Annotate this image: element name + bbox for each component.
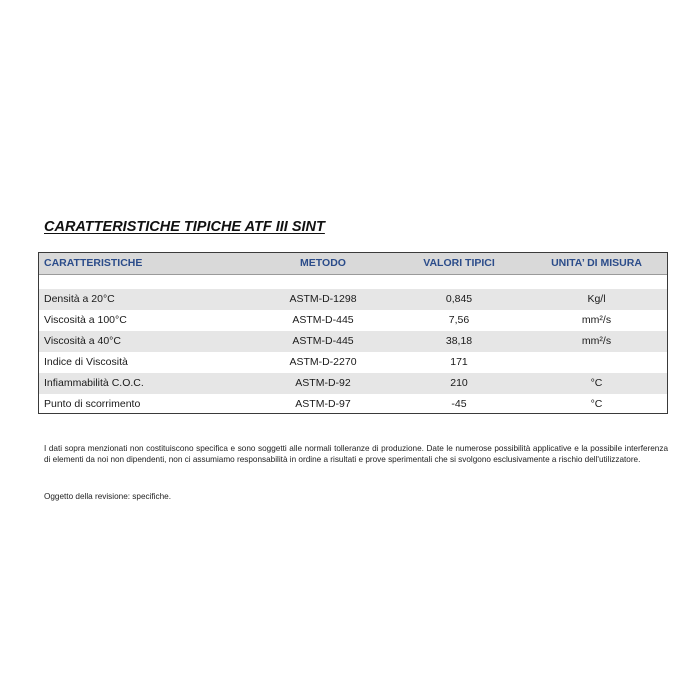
cell-characteristic: Viscosità a 100°C	[44, 314, 127, 326]
cell-characteristic: Indice di Viscosità	[44, 356, 128, 368]
cell-method: ASTM-D-445	[292, 314, 354, 326]
document-title: CARATTERISTICHE TIPICHE ATF III SINT	[44, 219, 325, 235]
cell-characteristic: Punto di scorrimento	[44, 398, 141, 410]
cell-unit: Kg/l	[587, 293, 606, 305]
cell-method: ASTM-D-97	[295, 398, 351, 410]
disclaimer-text: I dati sopra menzionati non costituiscono specifica e sono soggetti alle normali tolleranze di produzione. Date le numerose possibilità applicative e la possibile interferenza di elementi da noi non dipendenti, non ci assumiamo responsabilità in ordine a risultati e prove sperimentali che si svolgono esclusivamente a rischio dell'utilizzatore.	[44, 444, 668, 464]
table-row	[39, 352, 667, 373]
cell-unit: mm²/s	[581, 335, 612, 347]
cell-method: ASTM-D-1298	[289, 293, 357, 305]
header-valori-tipici: VALORI TIPICI	[423, 257, 495, 269]
table-header	[39, 253, 667, 275]
cell-characteristic: Infiammabilità C.O.C.	[44, 377, 144, 389]
table-body	[39, 289, 667, 415]
cell-value: 7,56	[448, 314, 470, 326]
cell-characteristic: Viscosità a 40°C	[44, 335, 121, 347]
cell-value: 210	[450, 377, 468, 389]
cell-value: 0,845	[445, 293, 473, 305]
cell-value: 38,18	[445, 335, 473, 347]
table-row	[39, 373, 667, 394]
table-row	[39, 331, 667, 352]
cell-unit: mm²/s	[581, 314, 612, 326]
header-unita-misura: UNITA’ DI MISURA	[551, 257, 642, 269]
characteristics-table	[38, 252, 668, 414]
cell-characteristic: Densità a 20°C	[44, 293, 115, 305]
header-metodo: METODO	[300, 257, 346, 269]
cell-value: 171	[450, 356, 468, 368]
revision-note: Oggetto della revisione: specifiche.	[44, 492, 171, 501]
cell-unit: °C	[590, 398, 603, 410]
cell-method: ASTM-D-445	[292, 335, 354, 347]
cell-unit: °C	[590, 377, 603, 389]
header-caratteristiche: CARATTERISTICHE	[44, 257, 143, 269]
cell-method: ASTM-D-92	[295, 377, 351, 389]
cell-method: ASTM-D-2270	[289, 356, 357, 368]
table-row	[39, 394, 667, 415]
cell-value: -45	[451, 398, 467, 410]
table-row	[39, 310, 667, 331]
table-row	[39, 289, 667, 310]
